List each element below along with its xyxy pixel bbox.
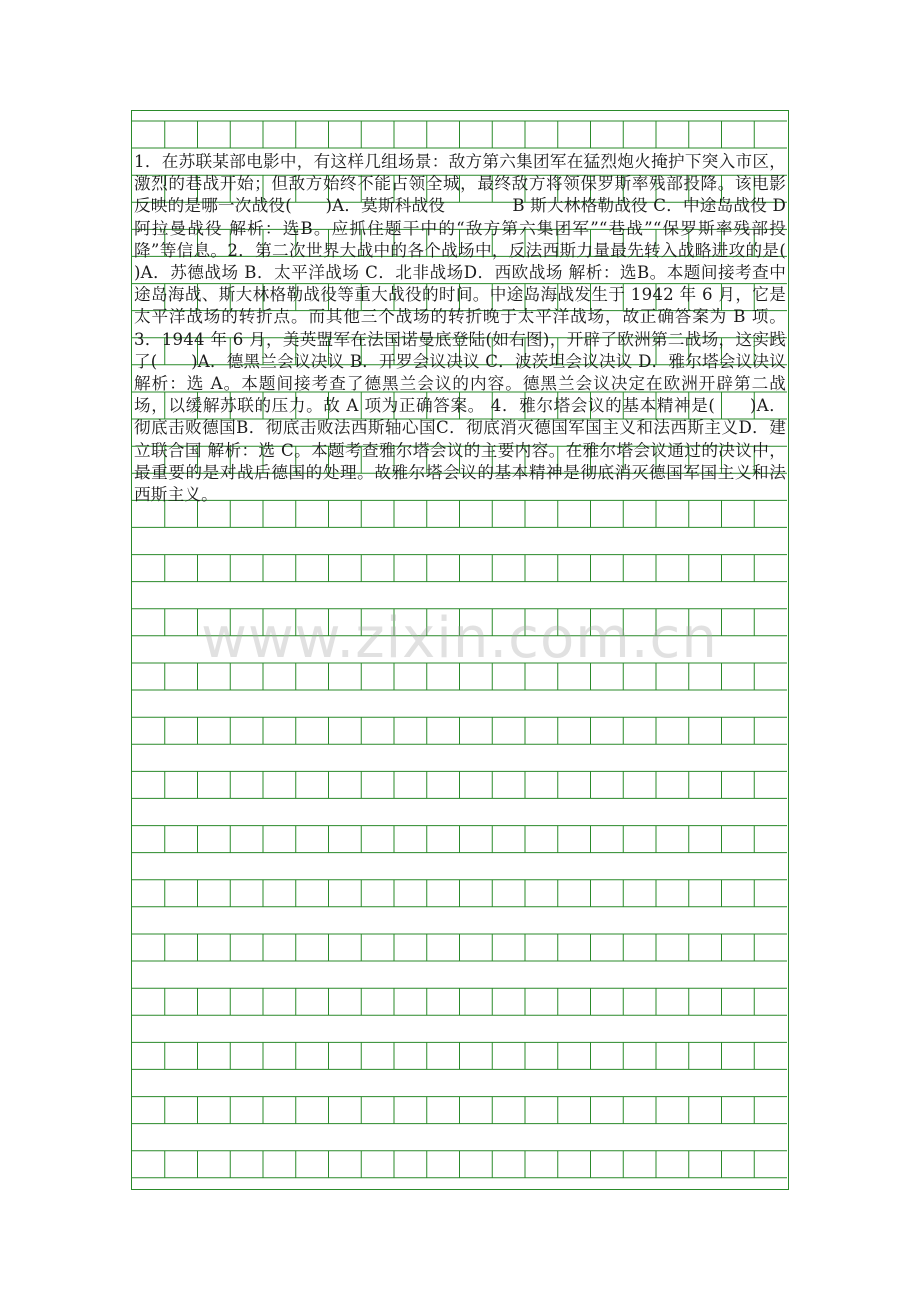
document-body	[134, 151, 820, 506]
grid-paper-sheet	[131, 110, 820, 1190]
document-paragraph: 1．在苏联某部电影中，有这样几组场景：敌方第六集团军在猛烈炮火掩护下突入市区，激烈的巷战开始；但敌方始终不能占领全城，最终敌方将领保罗斯率残部投降。该电影反映的是哪一次战役( )A．莫斯科战役 B 斯大林格勒战役 C．中途岛战役 D 阿拉曼战役 解析：选B。应抓住题干中的“敌方第六集团军”“巷战”“保罗斯率残部投降”等信息。2．第二次世界大战中的各个战场中，反法西斯力量最先转入战略进攻的是( )A．苏德战场 B．太平洋战场 C．北非战场D．西欧战场 解析：选B。本题间接考查中途岛海战、斯大林格勒战役等重大战役的时间。中途岛海战发生于 1942 年 6 月，它是太平洋战场的转折点。而其他三个战场的转折晚于太平洋战场，故正确答案为 B 项。 3．1944 年 6 月，美英盟军在法国诺曼底登陆(如右图)，开辟了欧洲第二战场，这实践了( )A．德黑兰会议决议 B．开罗会议决议 C．波茨坦会议决议 D．雅尔塔会议决议 解析：选 A。本题间接考查了德黑兰会议的内容。德黑兰会议决定在欧洲开辟第二战场，以缓解苏联的压力。故 A 项为正确答案。 4．雅尔塔会议的基本精神是( )A．彻底击败德国B．彻底击败法西斯轴心国C．彻底消灭德国军国主义和法西斯主义D．建立联合国 解析：选 C。本题考查雅尔塔会议的主要内容。在雅尔塔会议通过的决议中，最重要的是对战后德国的处理。故雅尔塔会议的基本精神是彻底消灭德国军国主义和法西斯主义。	[134, 152, 820, 505]
watermark-text: www.zixin.com.cn	[201, 606, 718, 671]
